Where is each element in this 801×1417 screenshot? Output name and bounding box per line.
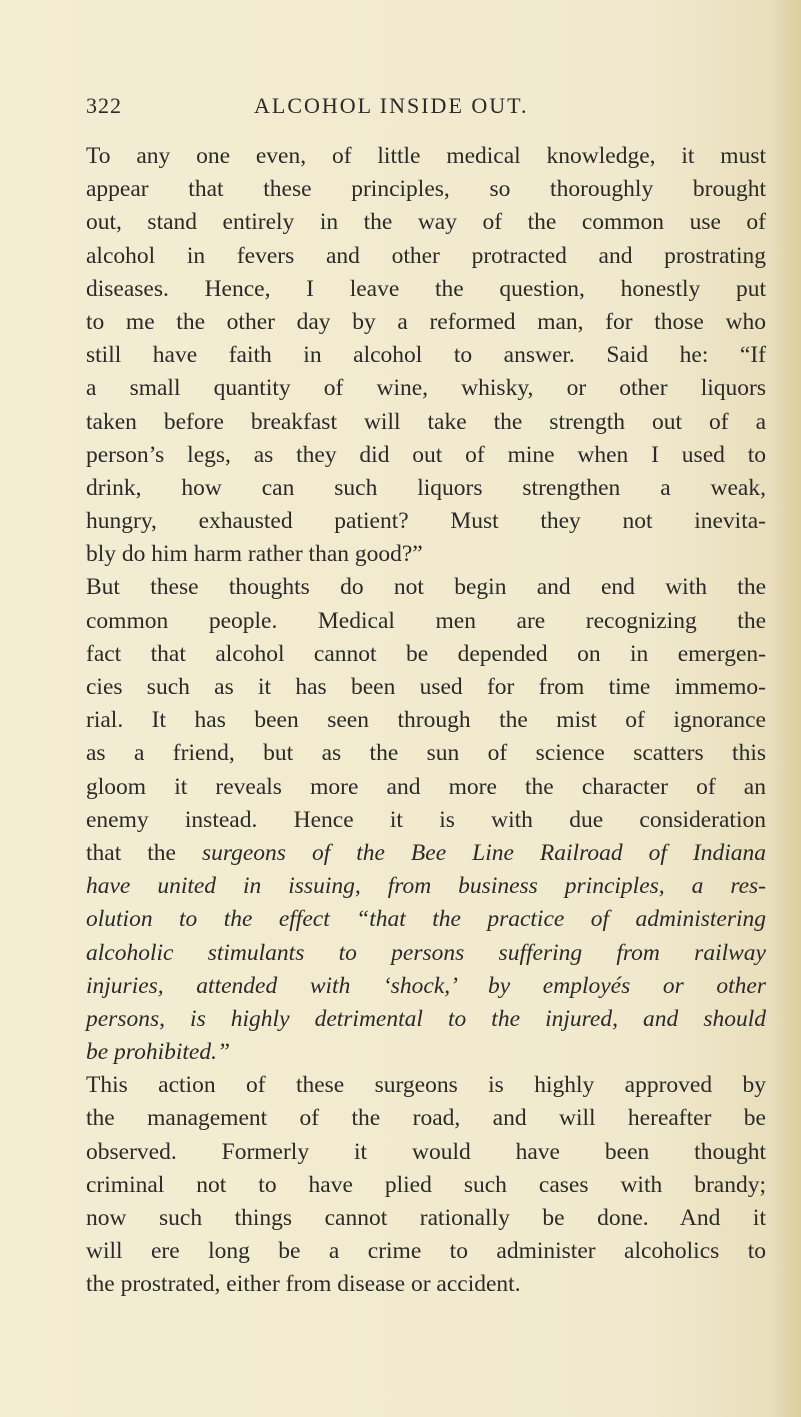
italic-text: alcoholic stimulants to persons suffering from railway — [86, 939, 766, 966]
text-run: to me the other day by a reformed man, for those who — [86, 308, 766, 335]
text-run: cies such as it has been used for from time immemo- — [86, 674, 766, 700]
text-line — [86, 538, 766, 571]
text-line — [86, 605, 766, 638]
italic-text: injuries, attended with ‘shock,’ by employés or other — [86, 972, 766, 999]
italic-text: have united in issuing, from business principles, a res- — [86, 873, 766, 900]
text-run: common people. Medical men are recognizing the — [86, 607, 766, 634]
text-line — [86, 671, 766, 704]
text-run: criminal not to have plied such cases with brandy; — [86, 1171, 766, 1198]
text-run: out, stand entirely in the way of the common use of — [86, 209, 766, 236]
text-line — [86, 306, 766, 339]
text-line — [86, 240, 766, 273]
text-run: enemy instead. Hence it is with due consideration — [86, 806, 766, 833]
text-line — [86, 737, 766, 770]
text-line — [86, 339, 766, 372]
text-run: alcohol in fevers and other protracted and prostrating — [86, 242, 766, 269]
text-line — [86, 1268, 766, 1301]
text-run: the management of the road, and will hereafter be — [86, 1105, 766, 1132]
text-line — [86, 804, 766, 837]
text-line — [86, 1003, 766, 1036]
text-line — [86, 1036, 766, 1069]
text-run: still have faith in alcohol to answer. Said he: “If — [86, 342, 766, 369]
italic-text: surgeons of the Bee Line Railroad of Indiana — [201, 839, 766, 866]
text-line — [86, 870, 766, 903]
text-line — [86, 1136, 766, 1169]
text-line — [86, 206, 766, 239]
text-line — [86, 372, 766, 405]
paragraph — [86, 571, 766, 1069]
text-run: person’s legs, as they did out of mine when I used to — [86, 441, 766, 468]
text-line — [86, 173, 766, 206]
text-line — [86, 970, 766, 1003]
text-line — [86, 505, 766, 538]
text-run: now such things cannot rationally be done. And it — [86, 1205, 766, 1231]
text-run: the prostrated, either from disease or accident. — [86, 1271, 521, 1298]
text-line — [86, 1169, 766, 1202]
text-run: as a friend, but as the sun of science scatters this — [86, 740, 766, 767]
body-text — [86, 140, 766, 1302]
text-run: appear that these principles, so thoroughly brought — [86, 176, 766, 203]
text-line — [86, 472, 766, 505]
running-title: ALCOHOL INSIDE OUT. — [254, 93, 529, 118]
text-run: that the — [86, 839, 202, 866]
text-line — [86, 1069, 766, 1102]
text-line — [86, 1235, 766, 1268]
paragraph — [86, 140, 766, 571]
text-run: drink, how can such liquors strengthen a weak, — [86, 474, 766, 501]
text-run: gloom it reveals more and more the character of an — [86, 773, 766, 800]
text-line — [86, 937, 766, 970]
text-run: To any one even, of little medical knowledge, it must — [86, 143, 766, 169]
text-run: diseases. Hence, I leave the question, honestly put — [86, 275, 766, 302]
italic-text: persons, is highly detrimental to the injured, and should — [86, 1005, 766, 1032]
text-line — [86, 638, 766, 671]
text-run: bly do him harm rather than good?” — [86, 541, 423, 568]
paragraph — [86, 1069, 766, 1301]
text-line — [86, 406, 766, 439]
page-number: 322 — [86, 93, 122, 118]
text-line — [86, 771, 766, 804]
text-line — [86, 1202, 766, 1235]
text-run: rial. It has been seen through the mist of ignorance — [86, 707, 766, 734]
text-run: fact that alcohol cannot be depended on in emergen- — [86, 640, 766, 667]
running-head — [86, 93, 726, 127]
text-line — [86, 273, 766, 306]
text-line — [86, 439, 766, 472]
text-line — [86, 704, 766, 737]
italic-text: be prohibited.” — [86, 1039, 231, 1066]
italic-text: olution to the effect “that the practice of administering — [86, 906, 766, 933]
text-run: This action of these surgeons is highly approved by — [86, 1072, 766, 1099]
text-line — [86, 140, 766, 173]
text-run: hungry, exhausted patient? Must they not inevita- — [86, 508, 766, 535]
text-line — [86, 903, 766, 936]
text-run: will ere long be a crime to administer alcoholics to — [86, 1238, 766, 1265]
text-run: a small quantity of wine, whisky, or other liquors — [86, 375, 766, 402]
text-run: But these thoughts do not begin and end with the — [86, 574, 766, 601]
text-line — [86, 571, 766, 604]
text-run: taken before breakfast will take the strength out of a — [86, 408, 766, 435]
text-run: observed. Formerly it would have been thought — [86, 1138, 766, 1165]
text-line — [86, 1102, 766, 1135]
text-line — [86, 837, 766, 870]
